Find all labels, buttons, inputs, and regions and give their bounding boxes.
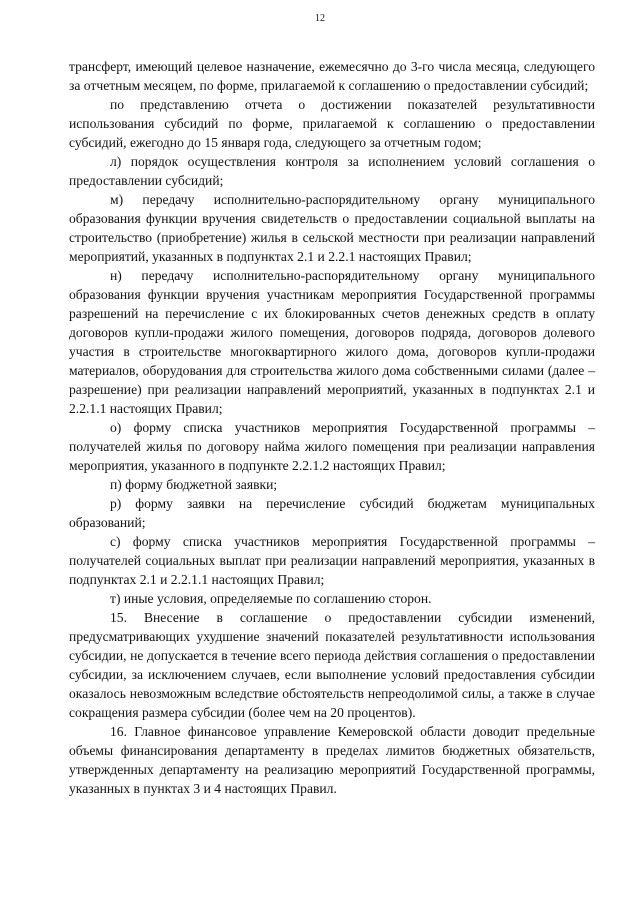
- paragraph-item-o: о) форму списка участников мероприятия Государственной программы – получателей жилья по договору найма жилого помещения при реализации направления мероприятия, указанного в подпункте 2.2.1.2 настоящих Правил;: [69, 420, 595, 473]
- paragraph-item-l: л) порядок осуществления контроля за исполнением условий соглашения о предоставлении субсидий;: [69, 154, 595, 188]
- paragraph-item-t: т) иные условия, определяемые по соглашению сторон.: [110, 591, 432, 606]
- paragraph-item-m: м) передачу исполнительно-распорядительному органу муниципального образования функции вручения свидетельств о предоставлении социальной выплаты на строительство (приобретение) жилья в сельской местности при реализации направлений мероприятий, указанных в подпунктах 2.1 и 2.2.1 настоящих Правил;: [69, 192, 595, 264]
- document-body: [69, 57, 595, 798]
- paragraph-clause-15: 15. Внесение в соглашение о предоставлении субсидии изменений, предусматривающих ухудшение значений показателей результативности использования субсидии, не допускается в течение всего периода действия соглашения о предоставлении субсидии, за исключением случаев, если выполнение условий предоставления субсидии оказалось невозможным вследствие обстоятельств непреодолимой силы, а также в случае сокращения размера субсидии (более чем на 20 процентов).: [69, 610, 595, 720]
- page-number: 12: [315, 13, 325, 24]
- paragraph-item-p: п) форму бюджетной заявки;: [110, 477, 278, 492]
- paragraph-item-s: с) форму списка участников мероприятия Государственной программы – получателей социальных выплат при реализации направлений мероприятия, указанных в подпунктах 2.1 и 2.2.1.1 настоящих Правил;: [69, 534, 595, 587]
- paragraph-report: по представлению отчета о достижении показателей результативности использования субсидий по форме, прилагаемой к соглашению о предоставлении субсидий, ежегодно до 15 января года, следующего за отчетным годом;: [69, 97, 595, 150]
- paragraph-item-r: р) форму заявки на перечисление субсидий бюджетам муниципальных образований;: [69, 496, 595, 530]
- paragraph-continuation: трансферт, имеющий целевое назначение, ежемесячно до 3-го числа месяца, следующего за отчетным месяцем, по форме, прилагаемой к соглашению о предоставлении субсидий;: [69, 59, 595, 93]
- paragraph-clause-16: 16. Главное финансовое управление Кемеровской области доводит предельные объемы финансирования департаменту в пределах лимитов бюджетных обязательств, утвержденных департаменту на реализацию мероприятий Государственной программы, указанных в пунктах 3 и 4 настоящих Правил.: [69, 724, 595, 796]
- paragraph-item-n: н) передачу исполнительно-распорядительному органу муниципального образования функции вручения участникам мероприятия Государственной программы разрешений на перечисление с их блокированных счетов денежных средств в оплату договоров купли-продажи жилого помещения, договоров подряда, договоров долевого участия в строительстве многоквартирного жилого дома, договоров купли-продажи материалов, оборудования для строительства жилого дома собственными силами (далее – разрешение) при реализации направлений мероприятий, указанных в подпунктах 2.1 и 2.2.1.1 настоящих Правил;: [69, 268, 595, 416]
